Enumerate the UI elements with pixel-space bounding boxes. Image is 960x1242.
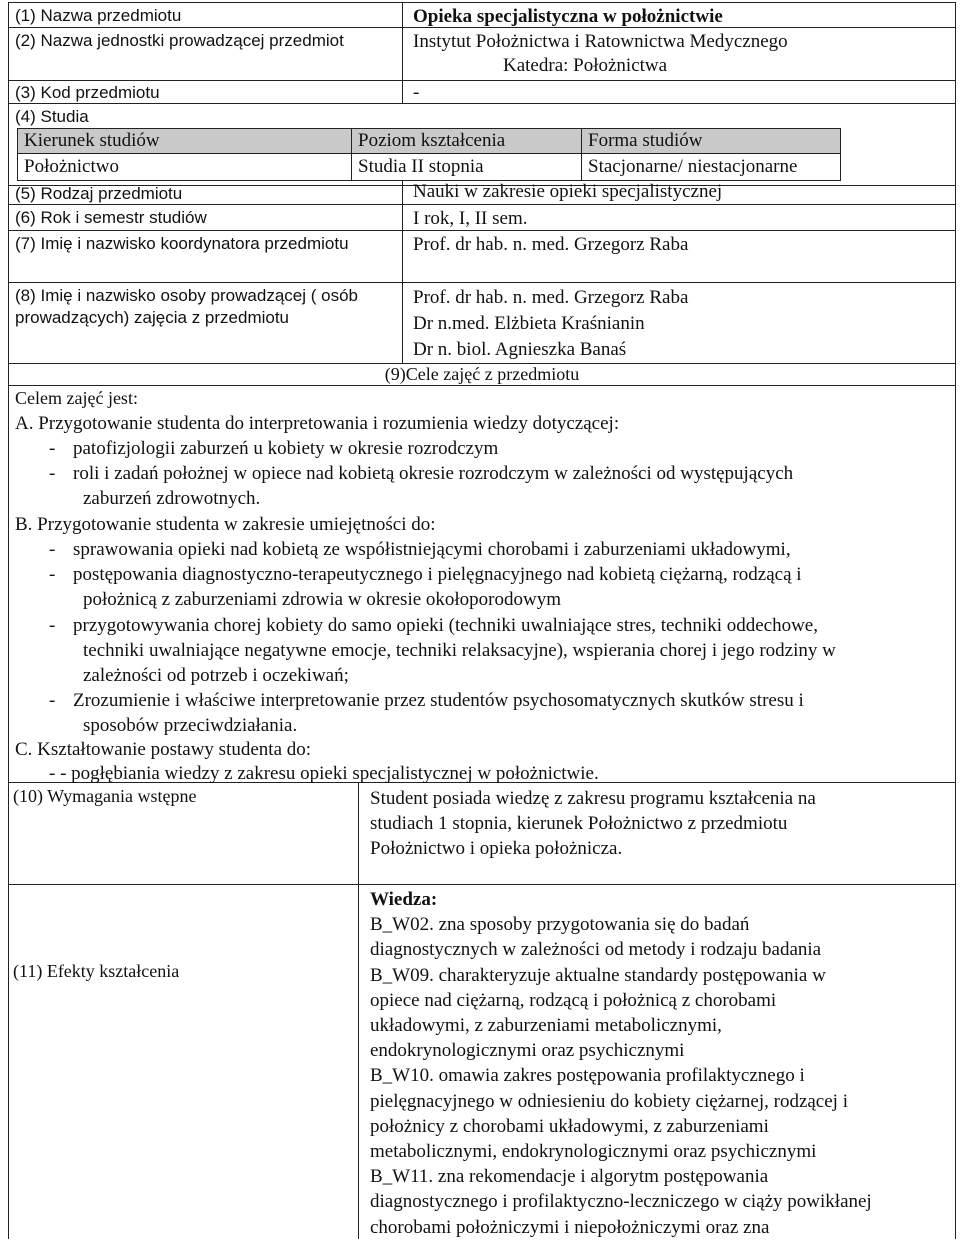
value-subject-type: Nauki w zakresie opieki specjalistycznej — [413, 181, 723, 202]
row-learning-outcomes — [8, 885, 956, 1239]
label-instructors-line2: prowadzących) zajęcia z przedmiotu — [15, 308, 290, 327]
label-subject-name: (1) Nazwa przedmiotu — [9, 3, 403, 27]
instructor-1: Prof. dr hab. n. med. Grzegorz Raba — [413, 287, 689, 308]
goals-title: (9)Cele zajęć z przedmiotu — [384, 364, 580, 384]
outcome-line-13: chorobami położniczymi i niepołożniczymi oraz zna — [370, 1216, 770, 1238]
value-form: Stacjonarne/ niestacjonarne — [588, 156, 798, 177]
goals-a-item-1: - patofizjologii zaburzeń u kobiety w okresie rozrodczym — [49, 438, 499, 459]
label-studies: (4) Studia — [15, 107, 89, 126]
goals-section-b: B. Przygotowanie studenta w zakresie umiejętności do: — [15, 514, 436, 535]
label-instructors — [9, 283, 403, 363]
row-goals-content — [8, 386, 956, 783]
value-coordinator: Prof. dr hab. n. med. Grzegorz Raba — [413, 234, 689, 255]
row-code — [8, 81, 956, 104]
label-unit: (2) Nazwa jednostki prowadzącej przedmiot — [9, 28, 403, 80]
outcome-line-2: diagnostycznych w zależności od metody i rodzaju badania — [370, 939, 822, 961]
prereq-line-2: studiach 1 stopnia, kierunek Położnictwo z przedmiotu — [370, 813, 788, 834]
goals-b-item-3-cont2: zależności od potrzeb i oczekiwań; — [83, 665, 349, 686]
value-instructors — [403, 283, 955, 363]
header-form: Forma studiów — [588, 130, 703, 151]
goals-b-item-2-cont: położnicą z zaburzeniami zdrowia w okresie okołoporodowym — [83, 589, 562, 610]
instructor-2: Dr n.med. Elżbieta Kraśnianin — [413, 313, 645, 334]
goals-b-item-2: - postępowania diagnostyczno-terapeutycznego i pielęgnacyjnego nad kobietą ciężarną, rodzącą i — [49, 564, 802, 585]
value-level: Studia II stopnia — [352, 154, 582, 180]
label-outcomes-cell — [9, 885, 359, 1239]
instructor-3: Dr n. biol. Agnieszka Banaś — [413, 339, 627, 360]
row-prerequisites — [8, 783, 956, 885]
syllabus-document — [8, 0, 956, 1239]
outcome-line-10: metabolicznymi, endokrynologicznymi oraz psychicznymi — [370, 1141, 817, 1163]
row-goals-title — [8, 364, 956, 386]
goals-b-item-4: - Zrozumienie i właściwe interpretowanie przez studentów psychosomatycznych skutków stresu i — [49, 690, 804, 711]
outcomes-heading: Wiedza: — [370, 889, 438, 910]
label-coordinator: (7) Imię i nazwisko koordynatora przedmiotu — [9, 231, 403, 282]
row-year — [8, 205, 956, 231]
goals-b-item-3-cont1: techniki uwalniające negatywne emocje, techniki relaksacyjne), wspierania chorej i jego rodziny w — [83, 640, 836, 661]
header-level: Poziom kształcenia — [352, 129, 582, 153]
value-outcomes — [359, 885, 955, 1242]
value-subject-name: Opieka specjalistyczna w położnictwie — [413, 6, 723, 27]
studies-header-row — [17, 128, 841, 154]
goals-intro: Celem zajęć jest: — [15, 388, 138, 408]
outcome-line-6: endokrynologicznymi oraz psychicznymi — [370, 1040, 685, 1062]
header-field-of-study: Kierunek studiów — [18, 129, 352, 153]
row-subject-type — [8, 181, 956, 205]
value-prerequisites — [359, 783, 955, 864]
outcome-line-4: opiece nad ciężarną, rodzącą i położnicą z chorobami — [370, 989, 777, 1011]
value-year: I rok, I, II sem. — [413, 208, 528, 229]
label-instructors-line1: (8) Imię i nazwisko osoby prowadzącej ( osób — [15, 286, 358, 305]
outcome-line-3: B_W09. charakteryzuje aktualne standardy postępowania w — [370, 964, 826, 986]
goals-a-item-2-cont: zaburzeń zdrowotnych. — [83, 488, 261, 509]
row-instructors — [8, 283, 956, 364]
studies-value-row — [17, 153, 841, 181]
goals-section-a: A. Przygotowanie studenta do interpretowania i rozumienia wiedzy dotyczącej: — [15, 413, 620, 434]
row-subject-name — [8, 2, 956, 28]
value-code: - — [413, 82, 420, 103]
label-subject-type: (5) Rodzaj przedmiotu — [9, 181, 403, 204]
prereq-line-1: Student posiada wiedzę z zakresu programu kształcenia na — [370, 788, 816, 809]
outcome-line-1: B_W02. zna sposoby przygotowania się do badań — [370, 914, 750, 936]
value-unit-department: Katedra: Położnictwa — [503, 55, 668, 76]
goals-b-item-3: - przygotowywania chorej kobiety do samo opieki (techniki uwalniające stres, techniki oddechowe, — [49, 615, 818, 636]
label-code: (3) Kod przedmiotu — [9, 81, 403, 103]
value-unit — [403, 28, 955, 80]
label-year: (6) Rok i semestr studiów — [9, 205, 403, 230]
goals-b-item-1: - sprawowania opieki nad kobietą ze współistniejącymi chorobami i zaburzeniami układowymi, — [49, 539, 791, 560]
row-coordinator — [8, 231, 956, 283]
value-field-of-study: Położnictwo — [18, 154, 352, 180]
outcome-line-12: diagnostycznego i profilaktyczno-leczniczego w ciąży powikłanej — [370, 1191, 872, 1213]
prereq-line-3: Położnictwo i opieka położnicza. — [370, 838, 623, 859]
goals-c-item-1: - - pogłębiania wiedzy z zakresu opieki specjalistycznej w położnictwie. — [49, 763, 599, 784]
goals-a-item-2: - roli i zadań położnej w opiece nad kobietą okresie rozrodczym w zależności od występujących — [49, 463, 794, 484]
row-studies — [8, 104, 956, 186]
row-unit — [8, 28, 956, 81]
outcome-line-7: B_W10. omawia zakres postępowania profilaktycznego i — [370, 1065, 805, 1087]
goals-section-c: C. Kształtowanie postawy studenta do: — [15, 739, 312, 760]
outcome-line-9: położnicy z chorobami układowymi, z zaburzeniami — [370, 1115, 769, 1137]
label-outcomes: (11) Efekty kształcenia — [13, 961, 180, 981]
goals-b-item-4-cont: sposobów przeciwdziałania. — [83, 715, 298, 736]
label-prerequisites: (10) Wymagania wstępne — [9, 783, 359, 884]
outcome-line-11: B_W11. zna rekomendacje i algorytm postępowania — [370, 1166, 769, 1188]
outcome-line-5: układowymi, z zaburzeniami metabolicznymi, — [370, 1015, 722, 1037]
value-unit-institute: Instytut Położnictwa i Ratownictwa Medycznego — [413, 31, 788, 52]
outcome-line-8: pielęgnacyjnego w odniesieniu do kobiety ciężarnej, rodzącej i — [370, 1090, 848, 1112]
